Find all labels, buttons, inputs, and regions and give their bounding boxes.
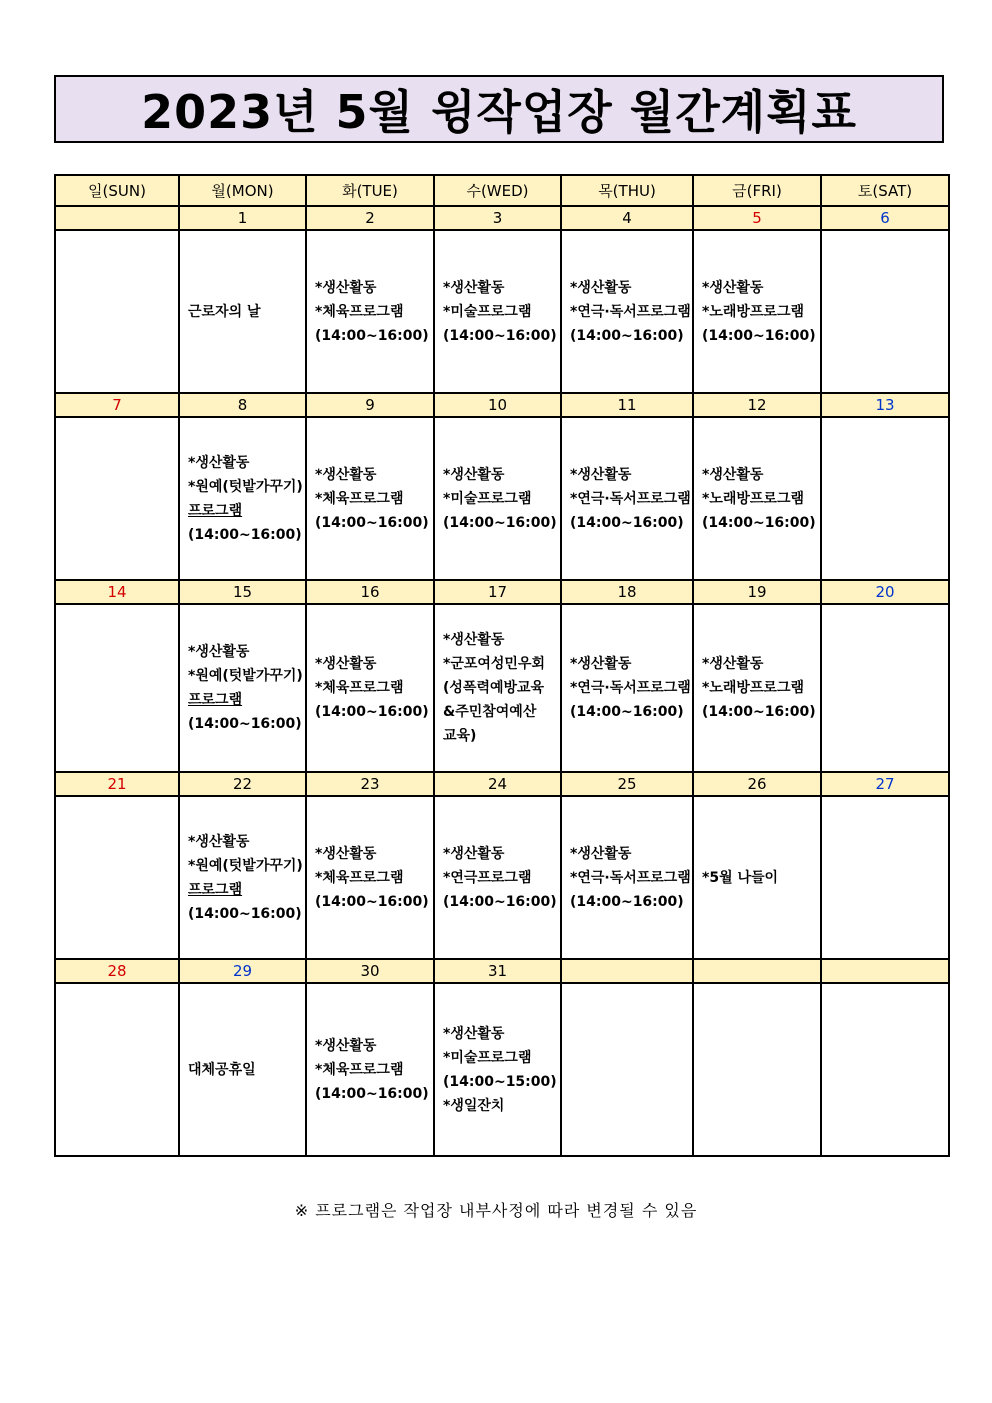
schedule-line: (14:00~16:00) bbox=[315, 704, 429, 720]
schedule-row bbox=[55, 983, 949, 1156]
schedule-line: *생산활동 bbox=[570, 656, 632, 672]
schedule-line: (14:00~16:00) bbox=[570, 514, 684, 531]
schedule-line: *체육프로그램 bbox=[315, 1061, 404, 1078]
schedule-cell bbox=[561, 230, 693, 393]
schedule-cell bbox=[561, 983, 693, 1156]
schedule-cell bbox=[306, 417, 434, 580]
schedule-line: *원예(텃밭가꾸기) bbox=[188, 668, 303, 684]
schedule-line: *생산활동 bbox=[188, 454, 250, 471]
schedule-line: (14:00~16:00) bbox=[188, 716, 302, 732]
schedule-line: (14:00~16:00) bbox=[315, 514, 429, 531]
date-number: 25 bbox=[561, 772, 693, 796]
schedule-line: *생산활동 bbox=[570, 845, 632, 862]
date-number: 23 bbox=[306, 772, 434, 796]
date-number: 20 bbox=[821, 580, 949, 604]
date-number: 10 bbox=[434, 393, 561, 417]
schedule-line: (14:00~16:00) bbox=[443, 514, 557, 531]
schedule-line: *생산활동 bbox=[702, 656, 764, 672]
schedule-cell bbox=[306, 604, 434, 772]
schedule-line: *5월 나들이 bbox=[702, 869, 779, 886]
schedule-line: 대체공휴일 bbox=[188, 1061, 256, 1078]
schedule-line: *생산활동 bbox=[443, 1025, 505, 1042]
date-row bbox=[55, 206, 949, 230]
schedule-line: (성폭력예방교육 bbox=[443, 680, 545, 696]
schedule-line: *생산활동 bbox=[315, 466, 377, 483]
schedule-line: *미술프로그램 bbox=[443, 303, 532, 320]
schedule-line: *생산활동 bbox=[443, 466, 505, 483]
schedule-line: *체육프로그램 bbox=[315, 490, 404, 507]
schedule-cell bbox=[55, 604, 179, 772]
date-number: 18 bbox=[561, 580, 693, 604]
schedule-cell bbox=[821, 796, 949, 959]
date-number: 15 bbox=[179, 580, 306, 604]
schedule-line: *미술프로그램 bbox=[443, 490, 532, 507]
schedule-line: (14:00~16:00) bbox=[315, 327, 429, 344]
date-number: 17 bbox=[434, 580, 561, 604]
schedule-cell bbox=[434, 417, 561, 580]
date-number: 21 bbox=[55, 772, 179, 796]
weekday-header: 일(SUN) bbox=[55, 175, 179, 206]
schedule-line: *생산활동 bbox=[443, 279, 505, 296]
schedule-row bbox=[55, 604, 949, 772]
date-number: 7 bbox=[55, 393, 179, 417]
schedule-cell bbox=[561, 417, 693, 580]
schedule-cell bbox=[55, 230, 179, 393]
schedule-line: *생산활동 bbox=[188, 644, 250, 660]
schedule-line: *생일잔치 bbox=[443, 1097, 505, 1114]
schedule-line: *노래방프로그램 bbox=[702, 490, 804, 507]
schedule-line: (14:00~16:00) bbox=[702, 327, 816, 344]
schedule-line: (14:00~16:00) bbox=[443, 327, 557, 344]
schedule-line: *연극·독서프로그램 bbox=[570, 869, 691, 886]
title-banner bbox=[54, 75, 944, 143]
date-number: 22 bbox=[179, 772, 306, 796]
schedule-line: &주민참여예산 bbox=[443, 704, 537, 720]
schedule-cell bbox=[693, 230, 821, 393]
schedule-cell bbox=[179, 417, 306, 580]
schedule-cell bbox=[821, 230, 949, 393]
schedule-line: (14:00~16:00) bbox=[702, 704, 816, 720]
schedule-cell bbox=[55, 417, 179, 580]
date-number: 31 bbox=[434, 959, 561, 983]
schedule-cell bbox=[306, 230, 434, 393]
schedule-line: 근로자의 날 bbox=[188, 303, 261, 320]
schedule-line: (14:00~16:00) bbox=[188, 905, 302, 922]
schedule-line: *군포여성민우회 bbox=[443, 656, 545, 672]
date-number: 9 bbox=[306, 393, 434, 417]
schedule-cell bbox=[306, 796, 434, 959]
schedule-cell bbox=[434, 604, 561, 772]
schedule-line: (14:00~16:00) bbox=[570, 704, 684, 720]
schedule-line: *생산활동 bbox=[443, 632, 505, 648]
date-number bbox=[821, 959, 949, 983]
schedule-line: (14:00~16:00) bbox=[443, 893, 557, 910]
schedule-line: *생산활동 bbox=[315, 845, 377, 862]
weekday-header: 수(WED) bbox=[434, 175, 561, 206]
schedule-line: *체육프로그램 bbox=[315, 869, 404, 886]
date-number: 16 bbox=[306, 580, 434, 604]
schedule-cell bbox=[561, 796, 693, 959]
schedule-line: *연극·독서프로그램 bbox=[570, 490, 691, 507]
schedule-line: *생산활동 bbox=[315, 656, 377, 672]
date-number: 13 bbox=[821, 393, 949, 417]
schedule-cell bbox=[693, 604, 821, 772]
date-row bbox=[55, 393, 949, 417]
footer-note: ※ 프로그램은 작업장 내부사정에 따라 변경될 수 있음 bbox=[294, 1201, 698, 1220]
date-number: 4 bbox=[561, 206, 693, 230]
date-number: 3 bbox=[434, 206, 561, 230]
date-number: 6 bbox=[821, 206, 949, 230]
schedule-cell bbox=[55, 983, 179, 1156]
schedule-cell bbox=[561, 604, 693, 772]
schedule-line: *원예(텃밭가꾸기) bbox=[188, 478, 303, 495]
schedule-line: *생산활동 bbox=[702, 279, 764, 296]
weekday-header: 화(TUE) bbox=[306, 175, 434, 206]
schedule-cell bbox=[55, 796, 179, 959]
date-row bbox=[55, 772, 949, 796]
weekday-header: 목(THU) bbox=[561, 175, 693, 206]
date-row bbox=[55, 959, 949, 983]
date-number: 2 bbox=[306, 206, 434, 230]
date-row bbox=[55, 580, 949, 604]
schedule-cell bbox=[821, 983, 949, 1156]
schedule-line: 프로그램 bbox=[188, 881, 243, 898]
schedule-cell bbox=[821, 604, 949, 772]
schedule-line: 프로그램 bbox=[188, 502, 243, 519]
schedule-line: 교육) bbox=[443, 728, 477, 744]
schedule-line: *생산활동 bbox=[570, 466, 632, 483]
date-number bbox=[561, 959, 693, 983]
schedule-line: *생산활동 bbox=[702, 466, 764, 483]
schedule-line: *체육프로그램 bbox=[315, 303, 404, 320]
schedule-line: (14:00~16:00) bbox=[188, 526, 302, 543]
schedule-cell bbox=[693, 417, 821, 580]
schedule-line: (14:00~16:00) bbox=[702, 514, 816, 531]
schedule-line: *연극·독서프로그램 bbox=[570, 303, 691, 320]
schedule-line: (14:00~16:00) bbox=[315, 1085, 429, 1102]
date-number: 8 bbox=[179, 393, 306, 417]
weekday-header: 토(SAT) bbox=[821, 175, 949, 206]
schedule-cell bbox=[306, 983, 434, 1156]
schedule-row bbox=[55, 796, 949, 959]
schedule-line: *체육프로그램 bbox=[315, 680, 404, 696]
schedule-line: (14:00~16:00) bbox=[315, 893, 429, 910]
schedule-cell bbox=[179, 604, 306, 772]
date-number: 5 bbox=[693, 206, 821, 230]
schedule-line: *생산활동 bbox=[315, 279, 377, 296]
date-number: 14 bbox=[55, 580, 179, 604]
schedule-row bbox=[55, 417, 949, 580]
weekday-header: 금(FRI) bbox=[693, 175, 821, 206]
date-number: 24 bbox=[434, 772, 561, 796]
schedule-cell bbox=[179, 796, 306, 959]
schedule-line: *생산활동 bbox=[188, 833, 250, 850]
calendar-table bbox=[54, 174, 950, 1157]
weekday-header-row bbox=[55, 175, 949, 206]
schedule-cell bbox=[179, 230, 306, 393]
schedule-line: (14:00~15:00) bbox=[443, 1073, 557, 1090]
schedule-line: 프로그램 bbox=[188, 692, 243, 708]
schedule-cell bbox=[179, 983, 306, 1156]
date-number: 26 bbox=[693, 772, 821, 796]
schedule-cell bbox=[821, 417, 949, 580]
schedule-line: *연극·독서프로그램 bbox=[570, 680, 691, 696]
date-number: 29 bbox=[179, 959, 306, 983]
schedule-line: (14:00~16:00) bbox=[570, 893, 684, 910]
date-number: 28 bbox=[55, 959, 179, 983]
schedule-line: *생산활동 bbox=[443, 845, 505, 862]
date-number: 12 bbox=[693, 393, 821, 417]
date-number: 27 bbox=[821, 772, 949, 796]
schedule-line: *생산활동 bbox=[570, 279, 632, 296]
date-number: 11 bbox=[561, 393, 693, 417]
schedule-line: *노래방프로그램 bbox=[702, 303, 804, 320]
schedule-line: *생산활동 bbox=[315, 1037, 377, 1054]
schedule-cell bbox=[693, 796, 821, 959]
date-number bbox=[693, 959, 821, 983]
schedule-line: *노래방프로그램 bbox=[702, 680, 804, 696]
schedule-cell bbox=[434, 983, 561, 1156]
date-number: 1 bbox=[179, 206, 306, 230]
schedule-line: *미술프로그램 bbox=[443, 1049, 532, 1066]
schedule-row bbox=[55, 230, 949, 393]
date-number: 19 bbox=[693, 580, 821, 604]
schedule-line: *연극프로그램 bbox=[443, 869, 532, 886]
date-number: 30 bbox=[306, 959, 434, 983]
schedule-cell bbox=[693, 983, 821, 1156]
schedule-cell bbox=[434, 796, 561, 959]
schedule-line: (14:00~16:00) bbox=[570, 327, 684, 344]
date-number bbox=[55, 206, 179, 230]
weekday-header: 월(MON) bbox=[179, 175, 306, 206]
schedule-line: *원예(텃밭가꾸기) bbox=[188, 857, 303, 874]
page-title: 2023년 5월 윙작업장 월간계획표 bbox=[141, 85, 857, 139]
schedule-cell bbox=[434, 230, 561, 393]
